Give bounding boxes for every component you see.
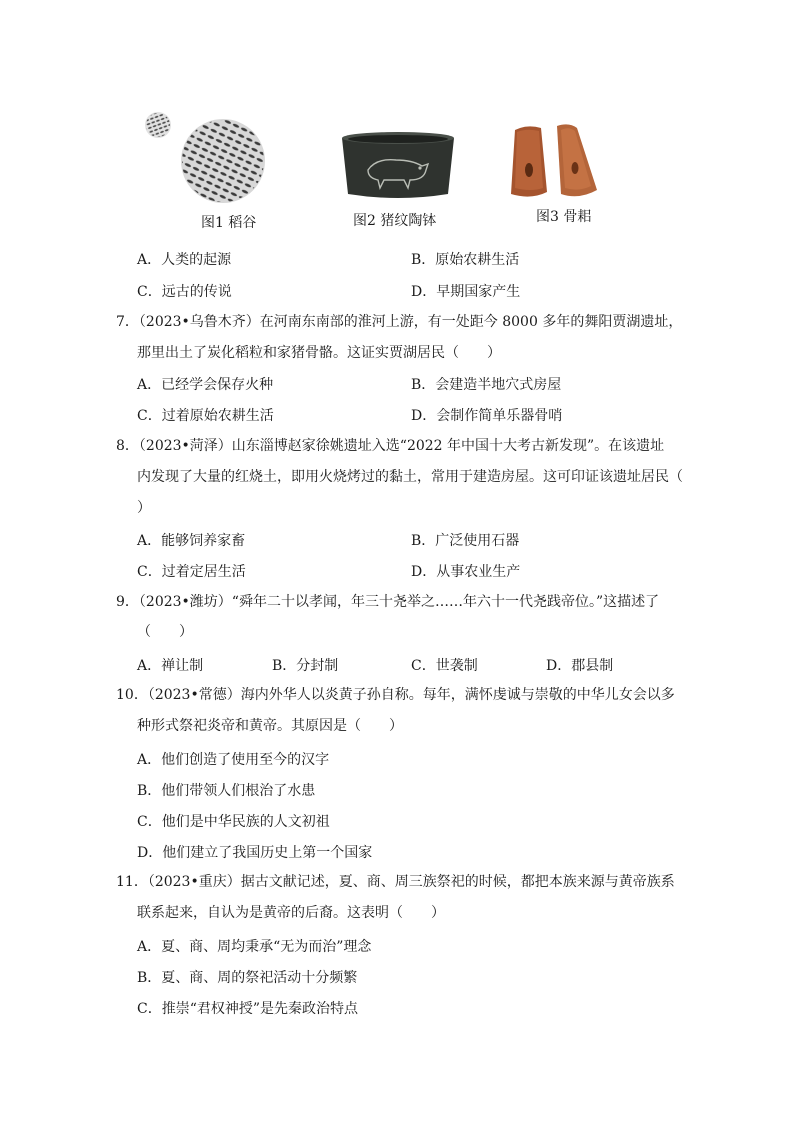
fig1-caption: 图1 稻谷 (201, 215, 257, 231)
pottery-bowl-image (338, 130, 458, 202)
q7-option-c[interactable]: C．过着原始农耕生活 (137, 408, 274, 424)
q8-stem-line2: 内发现了大量的红烧土，即用火烧烤过的黏土，常用于建造房屋。这可印证该遗址居民（ (137, 469, 683, 485)
q8-option-d[interactable]: D．从事农业生产 (411, 564, 521, 580)
q8-option-b[interactable]: B．广泛使用石器 (411, 533, 520, 549)
q7-option-a[interactable]: A．已经学会保存火种 (137, 377, 274, 393)
q10-stem-line2: 种形式祭祀炎帝和黄帝。其原因是（ ） (137, 718, 403, 734)
q10-option-d[interactable]: D．他们建立了我国历史上第一个国家 (137, 845, 373, 861)
q6-option-b[interactable]: B．原始农耕生活 (411, 252, 520, 268)
q9-option-b[interactable]: B．分封制 (272, 658, 339, 674)
q6-option-d[interactable]: D．早期国家产生 (411, 284, 521, 300)
q11-option-c[interactable]: C．推崇“君权神授”是先秦政治特点 (137, 1001, 359, 1017)
q8-stem-line1: 8．（2023•菏泽）山东淄博赵家徐姚遗址入选“2022 年中国十大考古新发现”。在该遗址 (116, 438, 665, 454)
q6-option-c[interactable]: C．远古的传说 (137, 284, 232, 300)
q11-stem-line2: 联系起来，自认为是黄帝的后裔。这表明（ ） (137, 905, 445, 921)
figure-row (0, 100, 794, 235)
q7-stem-line1: 7．（2023•乌鲁木齐）在河南东南部的淮河上游，有一处距今 8000 多年的舞阳贾湖遗址， (116, 314, 683, 330)
q7-option-b[interactable]: B．会建造半地穴式房屋 (411, 377, 562, 393)
q9-option-d[interactable]: D．郡县制 (546, 658, 614, 674)
q7-stem-line2: 那里出土了炭化稻粒和家猪骨骼。这证实贾湖居民（ ） (137, 345, 501, 361)
q11-stem-line1: 11．（2023•重庆）据古文献记述，夏、商、周三族祭祀的时候，都把本族来源与黄帝族系 (116, 874, 675, 890)
rice-grain-image (140, 108, 270, 213)
q6-option-a[interactable]: A．人类的起源 (137, 252, 232, 268)
q7-option-d[interactable]: D．会制作简单乐器骨哨 (411, 408, 563, 424)
q8-option-c[interactable]: C．过着定居生活 (137, 564, 246, 580)
q10-stem-line1: 10．（2023•常德）海内外华人以炎黄子孙自称。每年，满怀虔诚与崇敬的中华儿女会以多 (116, 687, 675, 703)
q9-option-c[interactable]: C．世袭制 (411, 658, 478, 674)
q11-option-a[interactable]: A．夏、商、周均秉承“无为而治”理念 (137, 939, 372, 955)
q10-option-c[interactable]: C．他们是中华民族的人文初祖 (137, 814, 330, 830)
q9-option-a[interactable]: A．禅让制 (137, 658, 204, 674)
bone-spade-image (505, 122, 605, 202)
q10-option-b[interactable]: B．他们带领人们根治了水患 (137, 783, 316, 799)
fig2-caption: 图2 猪纹陶钵 (353, 213, 437, 229)
q10-option-a[interactable]: A．他们创造了使用至今的汉字 (137, 752, 330, 768)
fig3-caption: 图3 骨耜 (536, 209, 592, 225)
q9-stem-line2: （ ） (137, 624, 193, 640)
q9-stem-line1: 9．（2023•潍坊）“舜年二十以孝闻，年三十尧举之……年六十一代尧践帝位。”这描述了 (116, 594, 660, 610)
q8-stem-line3: ） (137, 500, 151, 516)
q8-option-a[interactable]: A．能够饲养家畜 (137, 533, 246, 549)
q11-option-b[interactable]: B．夏、商、周的祭祀活动十分频繁 (137, 970, 358, 986)
